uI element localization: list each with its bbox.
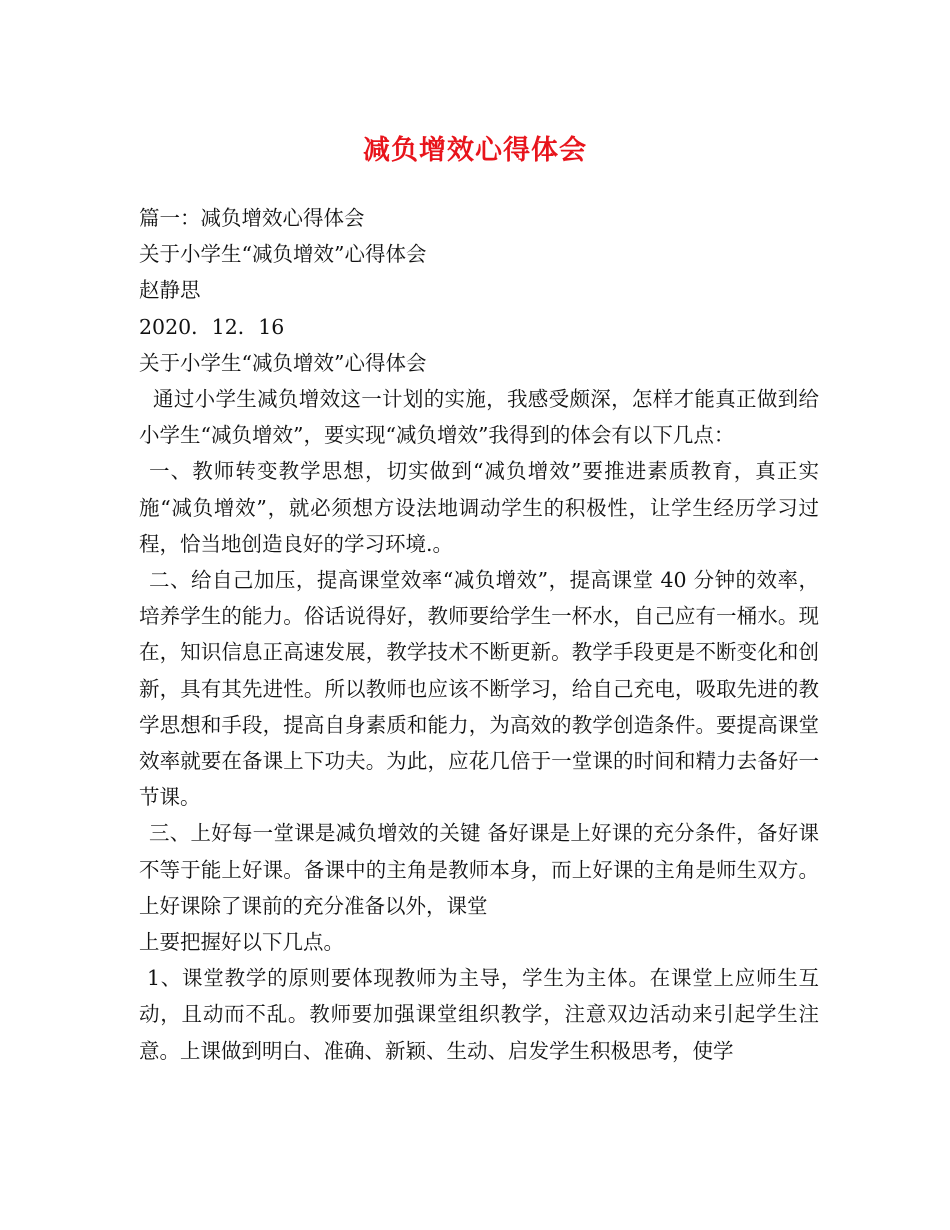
- article-title: 关于小学生“减负增效”心得体会: [139, 242, 427, 267]
- body-paragraph: 1、课堂教学的原则要体现教师为主导，学生为主体。在课堂上应师生互动，且动而不乱。教师要加强课堂组织教学，注意双边活动来引起学生注意。上课做到明白、准确、新颖、生动、启发学生积极思考，使学: [139, 966, 819, 1063]
- section-heading: 篇一：减负增效心得体会: [139, 206, 365, 230]
- body-paragraph: 上要把握好以下几点。: [139, 930, 344, 955]
- document-body: [139, 200, 819, 1069]
- body-paragraph: 二、给自己加压，提高课堂效率“减负增效”，提高课堂 40 分钟的效率，培养学生的能力。俗话说得好，教师要给学生一杯水，自己应有一桶水。现在，知识信息正高速发展，教学技术不断更新。教学手段更是不断变化和创新，具有其先进性。所以教师也应该不断学习，给自己充电，吸取先进的教学思想和手段，提高自身素质和能力，为高效的教学创造条件。要提高课堂效率就要在备课上下功夫。为此，应花几倍于一堂课的时间和精力去备好一节课。: [139, 568, 819, 810]
- body-paragraph: 三、上好每一堂课是减负增效的关键 备好课是上好课的充分条件，备好课不等于能上好课。备课中的主角是教师本身，而上好课的主角是师生双方。上好课除了课前的充分准备以外，课堂: [139, 821, 819, 918]
- author-name: 赵静思: [139, 278, 201, 303]
- article-date: 2020．12．16: [139, 314, 285, 339]
- body-paragraph: 通过小学生减负增效这一计划的实施，我感受颇深，怎样才能真正做到给小学生“减负增效”，要实现“减负增效”我得到的体会有以下几点：: [139, 387, 819, 448]
- article-subtitle: 关于小学生“减负增效”心得体会: [139, 350, 427, 375]
- document-title: 减负增效心得体会: [363, 135, 587, 166]
- body-paragraph: 一、教师转变教学思想，切实做到“减负增效”要推进素质教育，真正实施“减负增效”，就必须想方设法地调动学生的积极性，让学生经历学习过程，恰当地创造良好的学习环境.。: [139, 459, 819, 556]
